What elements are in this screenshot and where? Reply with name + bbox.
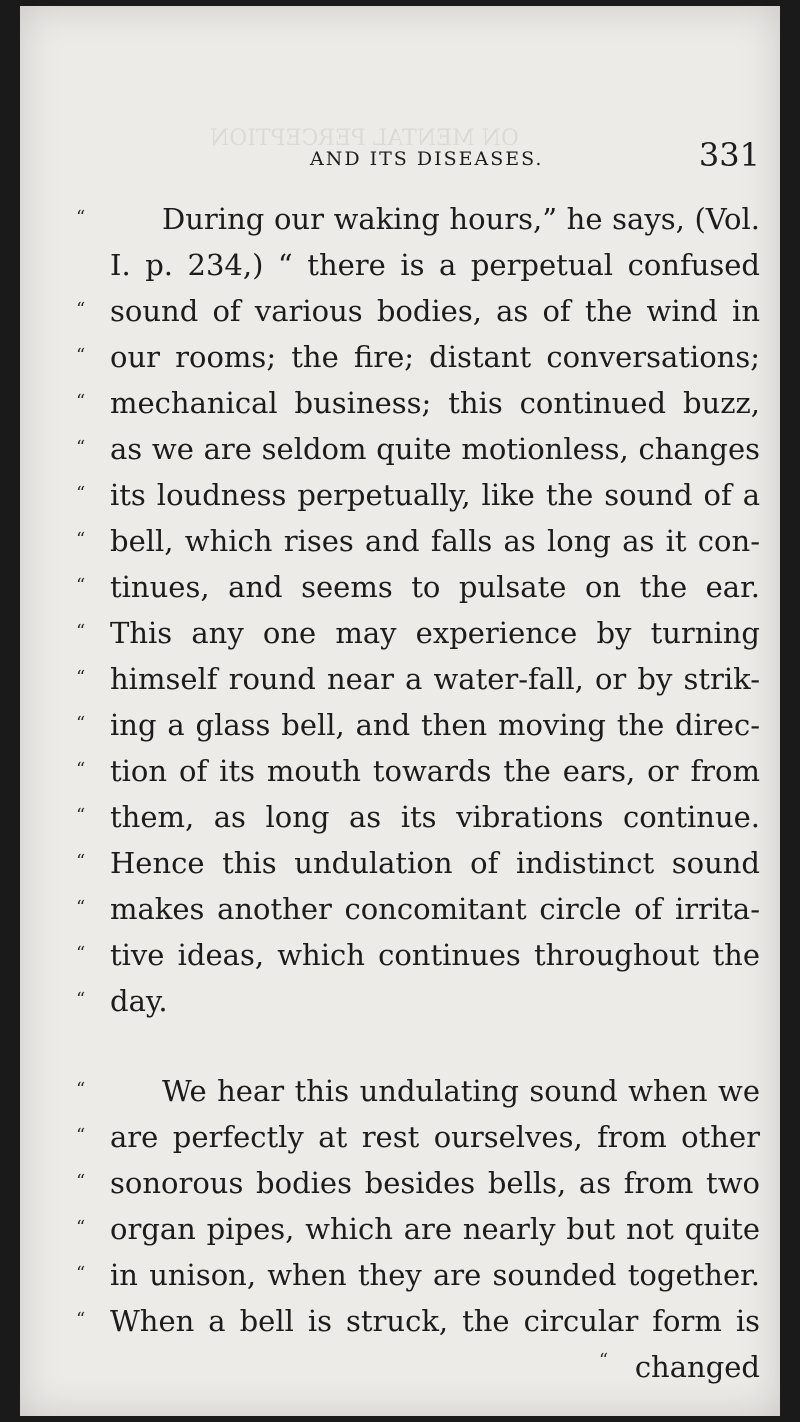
text-line xyxy=(76,610,760,656)
quote-mark: “ xyxy=(76,897,86,918)
text-line xyxy=(76,702,760,748)
quote-mark: “ xyxy=(76,345,86,366)
line-text: are perfectly at rest ourselves, from other xyxy=(110,1120,760,1154)
quote-mark: “ xyxy=(76,437,86,458)
text-line xyxy=(76,288,760,334)
body-text xyxy=(76,196,760,1390)
quote-mark: “ xyxy=(76,1079,86,1100)
text-line xyxy=(76,794,760,840)
text-line xyxy=(76,840,760,886)
line-text: This any one may experience by turning xyxy=(110,616,760,650)
line-text: in unison, when they are sounded together. xyxy=(110,1258,760,1292)
quote-mark: “ xyxy=(76,391,86,412)
text-line xyxy=(76,1298,760,1344)
line-text: day. xyxy=(110,984,168,1018)
paragraph-gap xyxy=(76,1024,760,1068)
line-text: tive ideas, which continues throughout the xyxy=(110,938,760,972)
line-text: sound of various bodies, as of the wind in xyxy=(110,294,760,328)
book-page xyxy=(20,6,780,1416)
catchword: changed xyxy=(634,1350,760,1384)
line-text: makes another concomitant circle of irrita- xyxy=(110,892,760,926)
quote-mark: “ xyxy=(76,759,86,780)
text-line xyxy=(76,1068,760,1114)
text-line xyxy=(76,886,760,932)
line-text: tion of its mouth towards the ears, or from xyxy=(110,754,760,788)
line-text: tinues, and seems to pulsate on the ear. xyxy=(110,570,760,604)
text-line xyxy=(76,564,760,610)
text-line xyxy=(76,978,760,1024)
quote-mark: “ xyxy=(76,989,86,1010)
line-text: During our waking hours,” he says, (Vol. xyxy=(162,202,760,236)
text-line xyxy=(76,1160,760,1206)
text-line xyxy=(76,380,760,426)
quote-mark: “ xyxy=(76,483,86,504)
text-line xyxy=(76,196,760,242)
line-text: Hence this undulation of indistinct sound xyxy=(110,846,760,880)
text-line xyxy=(76,748,760,794)
quote-mark: “ xyxy=(76,1125,86,1146)
line-text: organ pipes, which are nearly but not quite xyxy=(110,1212,760,1246)
line-text: When a bell is struck, the circular form is xyxy=(110,1304,760,1338)
line-text: mechanical business; this continued buzz, xyxy=(110,386,760,420)
quote-mark: “ xyxy=(598,1350,609,1371)
text-line xyxy=(76,472,760,518)
quote-mark: “ xyxy=(76,1171,86,1192)
text-line xyxy=(76,242,760,288)
quote-mark: “ xyxy=(76,621,86,642)
quote-mark: “ xyxy=(76,1309,86,1330)
quote-mark: “ xyxy=(76,1217,86,1238)
text-line xyxy=(76,932,760,978)
text-line xyxy=(76,426,760,472)
line-text: bell, which rises and falls as long as it con- xyxy=(110,524,760,558)
line-text: our rooms; the fire; distant conversations; xyxy=(110,340,760,374)
quote-mark: “ xyxy=(76,851,86,872)
text-line xyxy=(76,334,760,380)
quote-mark: “ xyxy=(76,299,86,320)
paragraph-1 xyxy=(76,196,760,1024)
quote-mark: “ xyxy=(76,805,86,826)
quote-mark: “ xyxy=(76,1263,86,1284)
line-text: its loudness perpetually, like the sound of a xyxy=(110,478,760,512)
quote-mark: “ xyxy=(76,575,86,596)
page-number: 331 xyxy=(698,136,760,174)
line-text: himself round near a water-fall, or by strik- xyxy=(110,662,760,696)
line-text: I. p. 234,) “ there is a perpetual confused xyxy=(110,248,760,282)
catchword-line xyxy=(76,1344,760,1390)
quote-mark: “ xyxy=(76,713,86,734)
line-text: sonorous bodies besides bells, as from two xyxy=(110,1166,760,1200)
line-text: We hear this undulating sound when we xyxy=(162,1074,760,1108)
text-line xyxy=(76,518,760,564)
text-line xyxy=(76,1114,760,1160)
line-text: them, as long as its vibrations continue. xyxy=(110,800,760,834)
quote-mark: “ xyxy=(76,207,86,228)
quote-mark: “ xyxy=(76,943,86,964)
quote-mark: “ xyxy=(76,529,86,550)
quote-mark: “ xyxy=(76,667,86,688)
line-text: as we are seldom quite motionless, changes xyxy=(110,432,760,466)
paragraph-2 xyxy=(76,1068,760,1344)
text-line xyxy=(76,656,760,702)
running-head: AND ITS DISEASES. xyxy=(310,148,544,170)
text-line xyxy=(76,1252,760,1298)
text-line xyxy=(76,1206,760,1252)
show-through-text: ON MENTAL PERCEPTION xyxy=(210,126,519,151)
line-text: ing a glass bell, and then moving the direc- xyxy=(110,708,760,742)
